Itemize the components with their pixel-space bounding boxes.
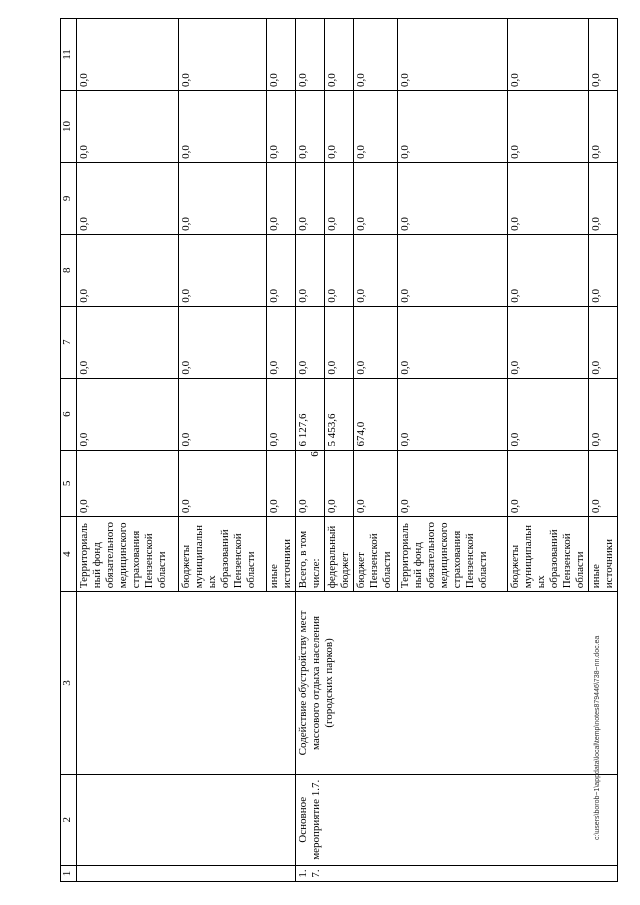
value-cell: 0,0 [398, 450, 508, 517]
header-cell: 7 [61, 306, 77, 378]
value-cell: 0,0 [267, 306, 296, 378]
value-cell: 0,0 [589, 19, 618, 91]
value-cell: 0,0 [508, 378, 589, 450]
value-cell: 0,0 [267, 234, 296, 306]
value-cell: 0,0 [589, 378, 618, 450]
source-cell: бюджеты муниципальных образований Пензенской области [179, 517, 267, 592]
value-cell: 0,0 [179, 162, 267, 234]
value-cell: 0,0 [398, 91, 508, 163]
header-cell: 1 [61, 865, 77, 881]
source-cell: Территориальный фонд обязательного медицинского страхования Пензенской области [77, 517, 179, 592]
value-cell: 0,0 [77, 378, 179, 450]
value-cell: 0,0 [508, 306, 589, 378]
page-number: 6 [308, 451, 321, 457]
source-cell: бюджеты муниципальных образований Пензенской области [508, 517, 589, 592]
value-cell: 0,0 [508, 162, 589, 234]
value-cell: 0,0 [354, 450, 398, 517]
value-cell: 0,0 [508, 234, 589, 306]
row-number-cell [77, 865, 296, 881]
value-cell: 0,0 [354, 306, 398, 378]
table-row [296, 19, 325, 882]
value-cell: 0,0 [508, 91, 589, 163]
value-cell: 0,0 [179, 306, 267, 378]
value-cell: 0,0 [267, 450, 296, 517]
value-cell: 0,0 [398, 162, 508, 234]
value-cell: 0,0 [589, 91, 618, 163]
value-cell: 0,0 [508, 450, 589, 517]
value-cell: 674,0 [354, 378, 398, 450]
value-cell: 0,0 [296, 306, 325, 378]
value-cell: 0,0 [179, 91, 267, 163]
value-cell: 0,0 [267, 162, 296, 234]
value-cell: 0,0 [296, 19, 325, 91]
header-cell: 5 [61, 450, 77, 517]
value-cell: 0,0 [354, 234, 398, 306]
source-cell: бюджет Пензенской области [354, 517, 398, 592]
value-cell: 0,0 [398, 19, 508, 91]
header-cell: 8 [61, 234, 77, 306]
financing-table [60, 18, 618, 882]
value-cell: 0,0 [354, 162, 398, 234]
value-cell: 0,0 [267, 91, 296, 163]
header-cell: 3 [61, 592, 77, 774]
value-cell: 0,0 [296, 234, 325, 306]
header-cell: 9 [61, 162, 77, 234]
row-number-cell: 1.7. [296, 865, 618, 881]
description-cell: Содействие обустройству мест массового отдыха населения (городских парков) [296, 592, 618, 774]
header-cell: 4 [61, 517, 77, 592]
value-cell: 0,0 [325, 450, 354, 517]
value-cell: 0,0 [179, 450, 267, 517]
header-cell: 11 [61, 19, 77, 91]
table-header-row [61, 19, 77, 882]
value-cell: 5 453,6 [325, 378, 354, 450]
source-cell: иные источники [589, 517, 618, 592]
header-cell: 10 [61, 91, 77, 163]
event-name-cell [77, 774, 296, 865]
value-cell: 0,0 [354, 91, 398, 163]
value-cell: 0,0 [296, 450, 325, 517]
value-cell: 0,0 [267, 19, 296, 91]
value-cell: 0,0 [398, 378, 508, 450]
value-cell: 0,0 [179, 19, 267, 91]
header-cell: 2 [61, 774, 77, 865]
source-cell: Всего, в том числе: [296, 517, 325, 592]
value-cell: 0,0 [179, 234, 267, 306]
source-cell: Территориальный фонд обязательного медицинского страхования Пензенской области [398, 517, 508, 592]
value-cell: 0,0 [398, 234, 508, 306]
value-cell: 0,0 [354, 19, 398, 91]
value-cell: 0,0 [77, 306, 179, 378]
table-row [77, 19, 179, 882]
header-cell: 6 [61, 378, 77, 450]
value-cell: 0,0 [296, 162, 325, 234]
value-cell: 0,0 [179, 378, 267, 450]
value-cell: 0,0 [589, 306, 618, 378]
value-cell: 0,0 [77, 450, 179, 517]
value-cell: 0,0 [296, 91, 325, 163]
value-cell: 6 127,6 [296, 378, 325, 450]
value-cell: 0,0 [589, 450, 618, 517]
value-cell: 0,0 [267, 378, 296, 450]
event-name-cell: Основное мероприятие 1.7. [296, 774, 618, 865]
value-cell: 0,0 [398, 306, 508, 378]
value-cell: 0,0 [325, 91, 354, 163]
value-cell: 0,0 [508, 19, 589, 91]
value-cell: 0,0 [589, 162, 618, 234]
value-cell: 0,0 [325, 19, 354, 91]
description-cell [77, 592, 296, 774]
value-cell: 0,0 [325, 234, 354, 306]
footer-file-path: c:\users\borob~1\appdata\local\temp\notes879446\738~nn.doc.ea [594, 635, 601, 840]
source-cell: федеральный бюджет [325, 517, 354, 592]
value-cell: 0,0 [589, 234, 618, 306]
source-cell: иные источники [267, 517, 296, 592]
value-cell: 0,0 [77, 91, 179, 163]
value-cell: 0,0 [77, 19, 179, 91]
value-cell: 0,0 [77, 234, 179, 306]
value-cell: 0,0 [77, 162, 179, 234]
value-cell: 0,0 [325, 162, 354, 234]
value-cell: 0,0 [325, 306, 354, 378]
